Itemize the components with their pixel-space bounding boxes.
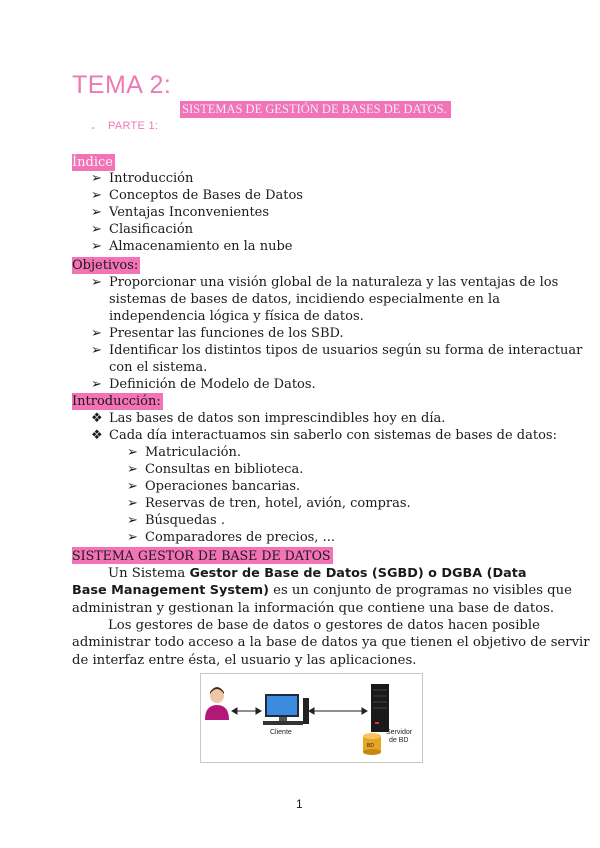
- list-item: ➢ Conceptos de Bases de Datos: [91, 188, 303, 203]
- user-icon: [205, 687, 229, 720]
- arrow-bullet-icon: ➢: [127, 513, 138, 528]
- list-item: ➢ Ventajas Inconvenientes: [91, 205, 270, 220]
- arrow-bullet-icon: ➢: [127, 496, 138, 511]
- server-label: Servidor: [386, 729, 413, 736]
- list-item: ➢ Introducción: [91, 171, 194, 186]
- arrow-bullet-icon: ➢: [91, 275, 102, 290]
- section-label-introduccion: Introducción:: [72, 394, 161, 409]
- arrow-bullet-icon: ➢: [91, 377, 102, 392]
- list-item: ➢ Clasificación: [91, 222, 194, 237]
- section-label-objetivos: Objetivos:: [72, 258, 139, 273]
- page-number: 1: [296, 797, 303, 811]
- sgbd-paragraph-2: Los gestores de base de datos o gestores de datos hacen posible administrar todo acceso a la base de datos ya que tienen el objetivo de servir de interfaz entre ésta, el usuario y las aplicaciones.: [72, 618, 590, 668]
- bd-label: BD: [367, 743, 374, 749]
- arrow-bullet-icon: ➢: [91, 222, 102, 237]
- list-item: ➢ Identificar los distintos tipos de usuarios según su forma de interactuar con el sistema.: [91, 343, 583, 375]
- arrow-bullet-icon: ➢: [91, 239, 102, 254]
- list-item: ❖ Cada día interactuamos sin saberlo con sistemas de bases de datos:: [91, 428, 557, 443]
- list-item: ➢ Proporcionar una visión global de la naturaleza y las ventajas de los sistemas de bases de datos, incidiendo especialmente en la independencia lógica y física de datos.: [91, 275, 559, 324]
- arrow-bullet-icon: ➢: [127, 462, 138, 477]
- part-dash: -: [91, 120, 95, 134]
- objetivos-list: [91, 274, 582, 393]
- arrow-bullet-icon: ➢: [91, 188, 102, 203]
- list-item: ➢ Definición de Modelo de Datos.: [91, 377, 316, 392]
- list-item: ➢ Búsquedas .: [127, 513, 225, 528]
- diamond-bullet-icon: ❖: [91, 411, 103, 426]
- section-label-indice: Índice: [72, 155, 113, 170]
- arrow-bullet-icon: ➢: [91, 171, 102, 186]
- computer-icon: [263, 694, 309, 725]
- document-subtitle: SISTEMAS DE GESTIÓN DE BASES DE DATOS.: [180, 101, 451, 118]
- double-arrow-icon: [232, 708, 261, 714]
- server-icon: [371, 684, 389, 732]
- list-item: ➢ Reservas de tren, hotel, avión, compras.: [127, 496, 411, 511]
- list-item: ➢ Matriculación.: [127, 445, 241, 460]
- list-item: ❖ Las bases de datos son imprescindibles hoy en día.: [91, 411, 446, 426]
- page-title: TEMA 2:: [72, 71, 172, 99]
- arrow-bullet-icon: ➢: [91, 343, 102, 358]
- arrow-bullet-icon: ➢: [127, 445, 138, 460]
- client-server-figure: [200, 673, 423, 763]
- client-label: Cliente: [270, 729, 292, 736]
- double-arrow-icon: [309, 708, 367, 714]
- list-item: ➢ Almacenamiento en la nube: [91, 239, 293, 254]
- list-item: ➢ Operaciones bancarias.: [127, 479, 301, 494]
- diamond-bullet-icon: ❖: [91, 428, 103, 443]
- list-item: ➢ Presentar las funciones de los SBD.: [91, 326, 344, 341]
- client-server-diagram: [201, 674, 422, 762]
- list-item: ➢ Comparadores de precios, ...: [127, 530, 335, 545]
- part-heading: PARTE 1:: [108, 120, 159, 132]
- intro-sublist: [127, 444, 411, 546]
- arrow-bullet-icon: ➢: [91, 326, 102, 341]
- arrow-bullet-icon: ➢: [91, 205, 102, 220]
- sgbd-paragraph-1: Un Sistema Gestor de Base de Datos (SGBD) o DGBA (Data Base Management System) es un conjunto de programas no visibles que administran y gestionan la información que contiene una base de datos.: [72, 566, 572, 616]
- list-item: ➢ Consultas en biblioteca.: [127, 462, 304, 477]
- arrow-bullet-icon: ➢: [127, 479, 138, 494]
- arrow-bullet-icon: ➢: [127, 530, 138, 545]
- section-label-sgbd: SISTEMA GESTOR DE BASE DE DATOS: [72, 548, 331, 563]
- server-label-2: de BD: [389, 737, 409, 744]
- intro-list: [91, 410, 557, 444]
- indice-list: [91, 170, 303, 255]
